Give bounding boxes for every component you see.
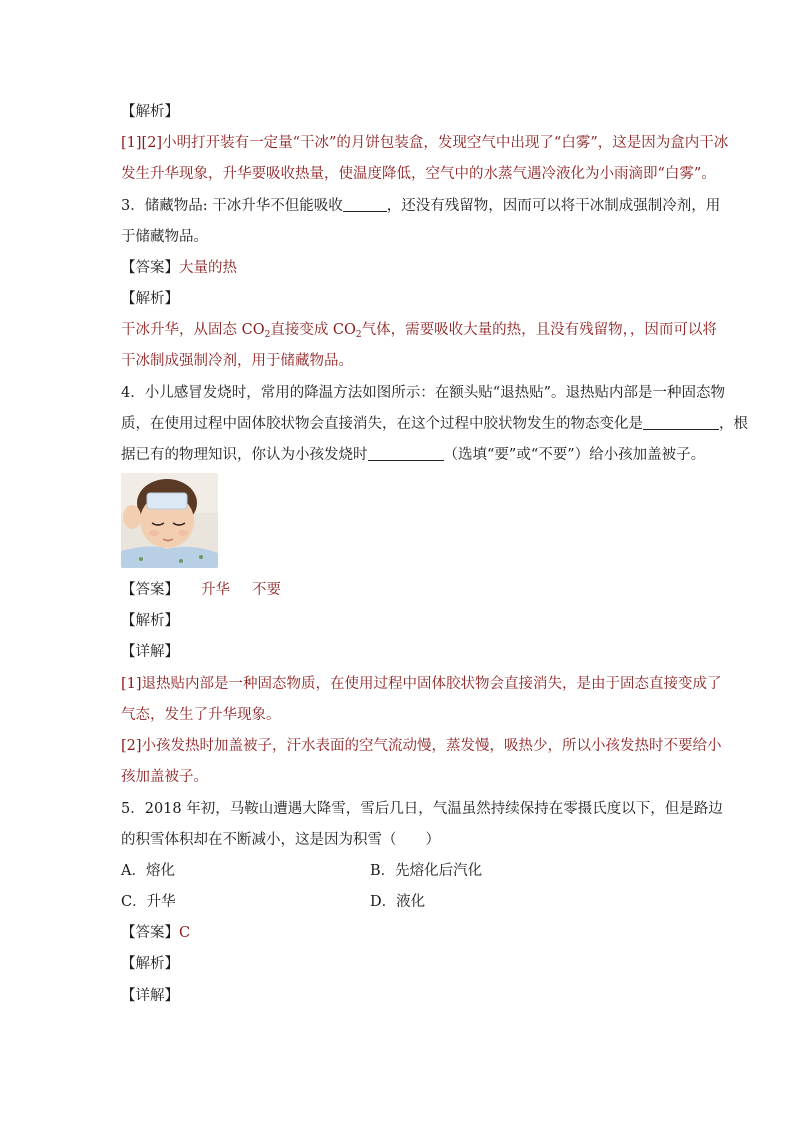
q3-analysis-label: 【解析】 bbox=[121, 291, 179, 307]
q5-detail-label: 【详解】 bbox=[121, 988, 179, 1004]
q4-blank-2 bbox=[368, 446, 444, 461]
q2-analysis-line-1: [1][2]小明打开装有一定量“干冰”的月饼包装盒，发现空气中出现了“白雾”，这是因为盒内干冰 bbox=[121, 135, 729, 151]
q4-detail-line-3: [2]小孩发热时加盖被子，汗水表面的空气流动慢，蒸发慢，吸热少，所以小孩发热时不要给小 bbox=[121, 738, 722, 754]
q4-stem-line-2: 质，在使用过程中固体胶状物会直接消失，在这个过程中胶状物发生的物态变化是 ，根 bbox=[121, 416, 748, 432]
q5-option-b: B．先熔化后汽化 bbox=[370, 863, 483, 879]
q3-stem-line-2: 于储藏物品。 bbox=[121, 229, 208, 245]
q3-analysis-line-2: 干冰制成强制冷剂，用于储藏物品。 bbox=[121, 353, 353, 369]
q4-stem-line-3: 据已有的物理知识，你认为小孩发烧时 （选填“要”或“不要”）给小孩加盖被子。 bbox=[121, 447, 706, 463]
q5-options-row-1 bbox=[121, 861, 681, 881]
q3-answer: 【答案】大量的热 bbox=[121, 260, 237, 276]
q5-stem-line-1: 5．2018 年初，马鞍山遭遇大降雪，雪后几日，气温虽然持续保持在零摄氏度以下，但是路边 bbox=[121, 801, 723, 817]
q5-option-d: D．液化 bbox=[370, 894, 426, 910]
analysis-label: 【解析】 bbox=[121, 104, 179, 120]
q5-answer: 【答案】C bbox=[121, 925, 191, 941]
q3-blank bbox=[343, 197, 387, 212]
q4-blank-1 bbox=[643, 415, 719, 430]
q2-analysis-line-2: 发生升华现象，升华要吸收热量，使温度降低，空气中的水蒸气遇冷液化为小雨滴即“白雾”。 bbox=[121, 166, 716, 182]
q5-stem-line-2: 的积雪体积却在不断减小，这是因为积雪（ ） bbox=[121, 832, 440, 848]
child-cooling-patch-image bbox=[121, 473, 218, 568]
q4-stem-line-1: 4．小儿感冒发烧时，常用的降温方法如图所示：在额头贴“退热贴”。退热贴内部是一种固态物 bbox=[121, 385, 726, 401]
q5-analysis-label: 【解析】 bbox=[121, 956, 179, 972]
q4-answer: 【答案】 升华 不要 bbox=[121, 582, 281, 598]
q4-detail-label: 【详解】 bbox=[121, 644, 179, 660]
q3-stem-line-1: 3．储藏物品: 干冰升华不但能吸收 ，还没有残留物，因而可以将干冰制成强制冷剂，用 bbox=[121, 198, 721, 214]
q3-analysis-line-1: 干冰升华，从固态 $CO_2$直接变成 $CO_2$气体，需要吸收大量的热，且没有残留物，，因而可以将 bbox=[121, 322, 717, 340]
q4-detail-line-4: 孩加盖被子。 bbox=[121, 769, 208, 785]
q4-detail-line-2: 气态，发生了升华现象。 bbox=[121, 707, 281, 723]
q4-detail-line-1: [1]退热贴内部是一种固态物质，在使用过程中固体胶状物会直接消失，是由于固态直接变成了 bbox=[121, 676, 722, 692]
q5-options-row-2 bbox=[121, 892, 681, 912]
q5-option-a: A．熔化 bbox=[121, 863, 175, 879]
q4-analysis-label: 【解析】 bbox=[121, 613, 179, 629]
q5-option-c: C．升华 bbox=[121, 894, 176, 910]
